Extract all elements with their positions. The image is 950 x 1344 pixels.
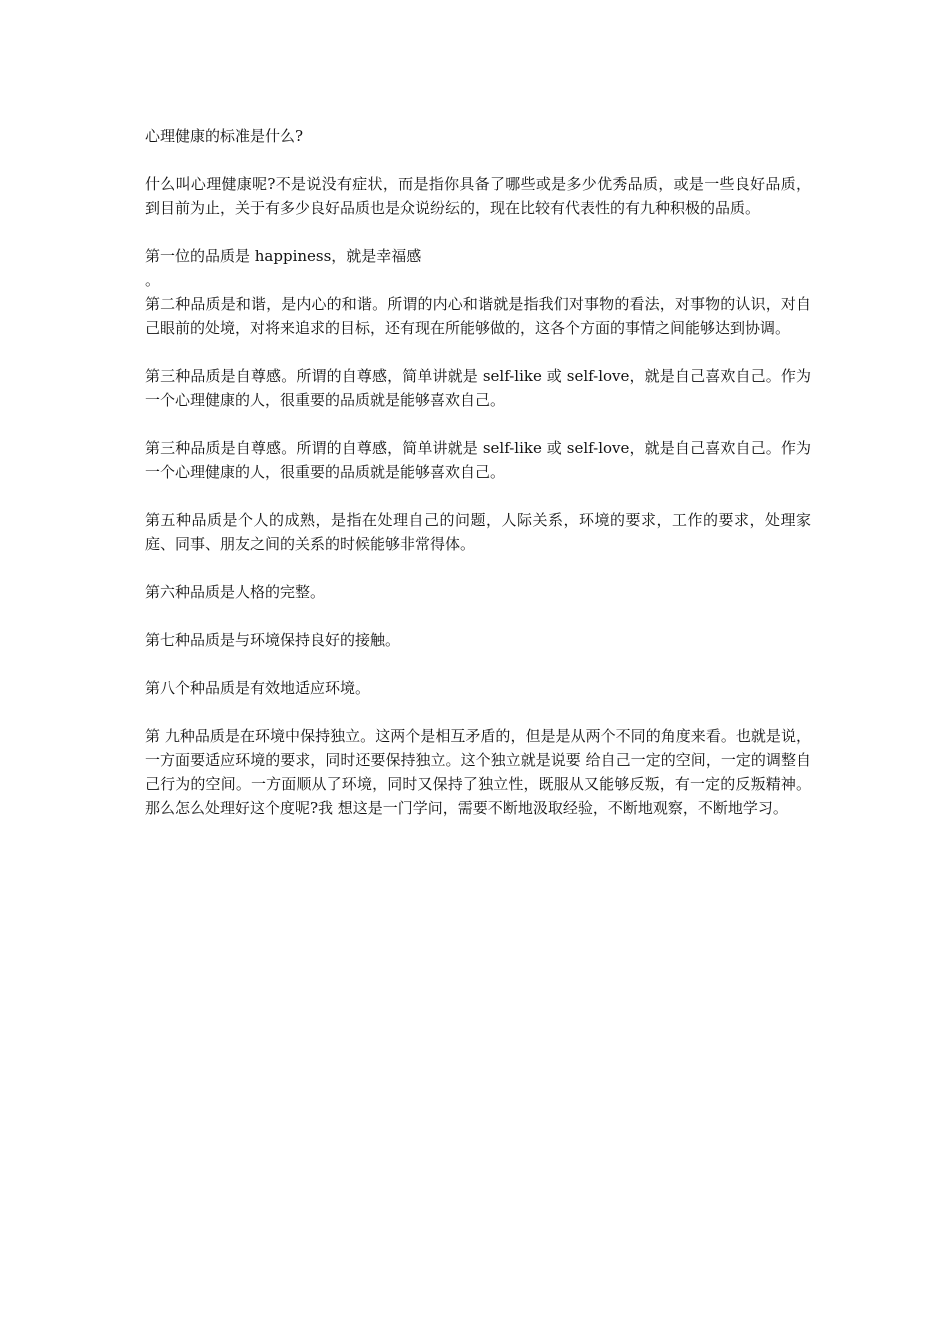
paragraph-quality-3: 第三种品质是自尊感。所谓的自尊感，简单讲就是 self-like 或 self-love，就是自己喜欢自己。作为一个心理健康的人，很重要的品质就是能够喜欢自己。	[145, 367, 811, 409]
paragraph-quality-3-repeat: 第三种品质是自尊感。所谓的自尊感，简单讲就是 self-like 或 self-love，就是自己喜欢自己。作为一个心理健康的人，很重要的品质就是能够喜欢自己。	[145, 439, 811, 481]
document-title: 心理健康的标准是什么?	[145, 127, 304, 145]
paragraph-quality-7: 第七种品质是与环境保持良好的接触。	[145, 631, 401, 649]
paragraph-quality-1: 第一位的品质是 happiness，就是幸福感	[145, 247, 422, 265]
paragraph-quality-8: 第八个种品质是有效地适应环境。	[145, 679, 371, 697]
paragraph-quality-6: 第六种品质是人格的完整。	[145, 583, 326, 601]
document-page	[145, 124, 811, 844]
paragraph-quality-5: 第五种品质是个人的成熟，是指在处理自己的问题，人际关系，环境的要求，工作的要求，处理家庭、同事、朋友之间的关系的时候能够非常得体。	[145, 511, 811, 553]
paragraph-quality-2: 第二种品质是和谐，是内心的和谐。所谓的内心和谐就是指我们对事物的看法，对事物的认识，对自己眼前的处境，对将来追求的目标，还有现在所能够做的，这各个方面的事情之间能够达到协调。	[145, 295, 811, 337]
paragraph-intro: 什么叫心理健康呢?不是说没有症状，而是指你具备了哪些或是多少优秀品质，或是一些良好品质，到目前为止，关于有多少良好品质也是众说纷纭的，现在比较有代表性的有九种积极的品质。	[145, 175, 811, 217]
paragraph-quality-9: 第 九种品质是在环境中保持独立。这两个是相互矛盾的，但是是从两个不同的角度来看。也就是说，一方面要适应环境的要求，同时还要保持独立。这个独立就是说要 给自己一定的空间，一定的调整自己行为的空间。一方面顺从了环境，同时又保持了独立性，既服从又能够反叛，有一定的反叛精神。那么怎么处理好这个度呢?我 想这是一门学问，需要不断地汲取经验，不断地观察，不断地学习。	[145, 727, 811, 817]
paragraph-period: 。	[145, 271, 161, 289]
